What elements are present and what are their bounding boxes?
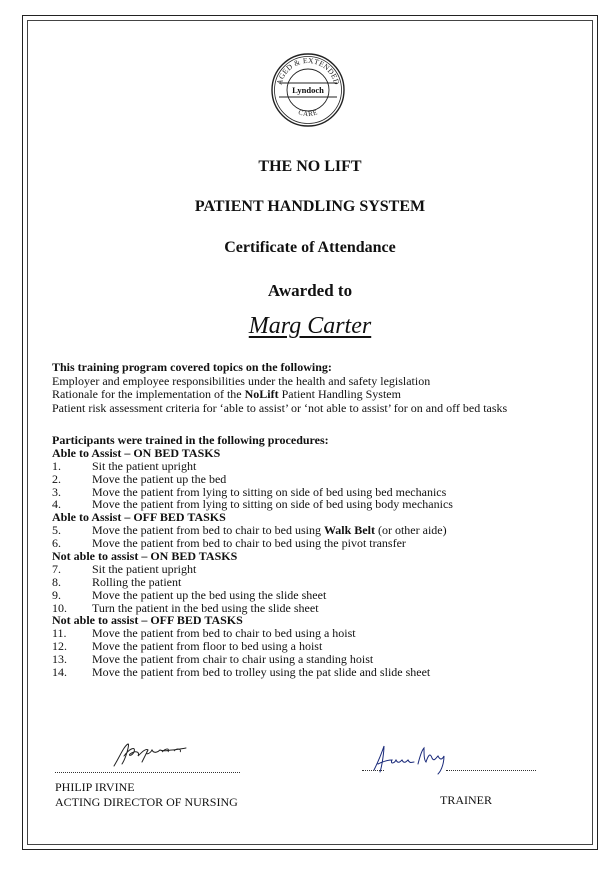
item-number: 13. xyxy=(52,652,67,667)
director-name: PHILIP IRVINE xyxy=(55,780,135,794)
logo-center-text: Lyndoch xyxy=(292,85,324,95)
topic-line-3: Patient risk assessment criteria for ‘able to assist’ or ‘not able to assist’ for on and off bed tasks xyxy=(52,400,508,415)
topic-line-2-bold: NoLift xyxy=(244,387,279,401)
topic-line-2 xyxy=(52,388,507,402)
item-text-bold: Walk Belt xyxy=(323,523,375,538)
lyndoch-logo xyxy=(270,52,346,128)
item-number: 14. xyxy=(52,665,67,680)
topic-line-1: Employer and employee responsibilities under the health and safety legislation xyxy=(52,373,431,388)
item-text: Sit the patient upright xyxy=(92,458,197,473)
trainer-title: TRAINER xyxy=(440,793,492,807)
procedure-item xyxy=(52,473,329,486)
topic-line-2-pre: Rationale for the implementation of the xyxy=(52,387,245,401)
procedures-intro: Participants were trained in the following procedures: xyxy=(52,433,329,447)
item-text: Rolling the patient xyxy=(92,574,182,589)
director-signature xyxy=(108,738,198,770)
title-line-1: THE NO LIFT xyxy=(258,158,362,175)
trainer-signature-line-left xyxy=(362,770,384,771)
group-title: Not able to assist – ON BED TASKS xyxy=(52,549,238,564)
topics-section xyxy=(52,361,507,415)
item-number: 3. xyxy=(52,484,61,499)
certificate-type: Certificate of Attendance xyxy=(224,239,396,256)
item-number: 11. xyxy=(52,626,67,641)
item-number: 7. xyxy=(52,561,61,576)
item-text: Move the patient from floor to bed using a hoist xyxy=(92,639,323,654)
item-text: Move the patient from chair to chair using a standing hoist xyxy=(92,652,374,667)
item-number: 6. xyxy=(52,536,61,551)
item-text: Sit the patient upright xyxy=(92,561,197,576)
item-text: Move the patient from bed to chair to bed using a hoist xyxy=(92,626,356,641)
svg-text:CARE xyxy=(297,108,318,118)
procedures-section xyxy=(52,433,453,680)
group-title: Able to Assist – ON BED TASKS xyxy=(52,445,221,460)
procedure-item xyxy=(52,576,329,589)
item-number: 10. xyxy=(52,600,67,615)
item-number: 1. xyxy=(52,458,61,473)
item-text: Move the patient from lying to sitting on side of bed using body mechanics xyxy=(92,497,453,512)
logo-ring-text-top: AGED & EXTENDED xyxy=(274,55,342,86)
logo-ring-text-bottom: CARE xyxy=(297,108,319,119)
title-line-2: PATIENT HANDLING SYSTEM xyxy=(194,198,426,215)
item-number: 5. xyxy=(52,523,61,538)
topic-line-2-post: Patient Handling System xyxy=(278,387,401,401)
awarded-to-label: Awarded to xyxy=(267,281,353,300)
item-text: Move the patient up the bed xyxy=(92,471,227,486)
item-number: 2. xyxy=(52,471,61,486)
procedure-item xyxy=(52,460,329,473)
item-text: Move the patient from bed to trolley using the pat slide and slide sheet xyxy=(92,665,431,680)
group-title: Able to Assist – OFF BED TASKS xyxy=(52,510,226,525)
trainer-signature-line-right xyxy=(446,770,536,771)
director-signature-line xyxy=(55,772,240,773)
item-text: Move the patient from lying to sitting on side of bed using bed mechanics xyxy=(92,484,447,499)
procedure-item xyxy=(52,589,329,602)
item-text: Move the patient from bed to chair to bed using the pivot transfer xyxy=(92,536,406,551)
item-number: 8. xyxy=(52,574,61,589)
recipient-name xyxy=(27,313,593,340)
svg-text:AGED & EXTENDED xyxy=(275,56,342,86)
item-number: 12. xyxy=(52,639,67,654)
group-title: Not able to assist – OFF BED TASKS xyxy=(52,613,243,628)
item-number: 9. xyxy=(52,587,61,602)
recipient-name-text: Marg Carter xyxy=(248,313,372,339)
director-title: ACTING DIRECTOR OF NURSING xyxy=(55,795,238,809)
topics-intro: This training program covered topics on the following: xyxy=(52,360,332,374)
item-number: 4. xyxy=(52,497,61,512)
item-text-post: (or other aide) xyxy=(374,523,447,538)
item-text: Move the patient up the bed using the slide sheet xyxy=(92,587,327,602)
item-text-pre: Move the patient from bed to chair to bed using xyxy=(92,523,324,538)
procedure-item xyxy=(52,665,431,680)
item-text: Turn the patient in the bed using the slide sheet xyxy=(92,600,319,615)
procedure-item xyxy=(52,563,329,576)
